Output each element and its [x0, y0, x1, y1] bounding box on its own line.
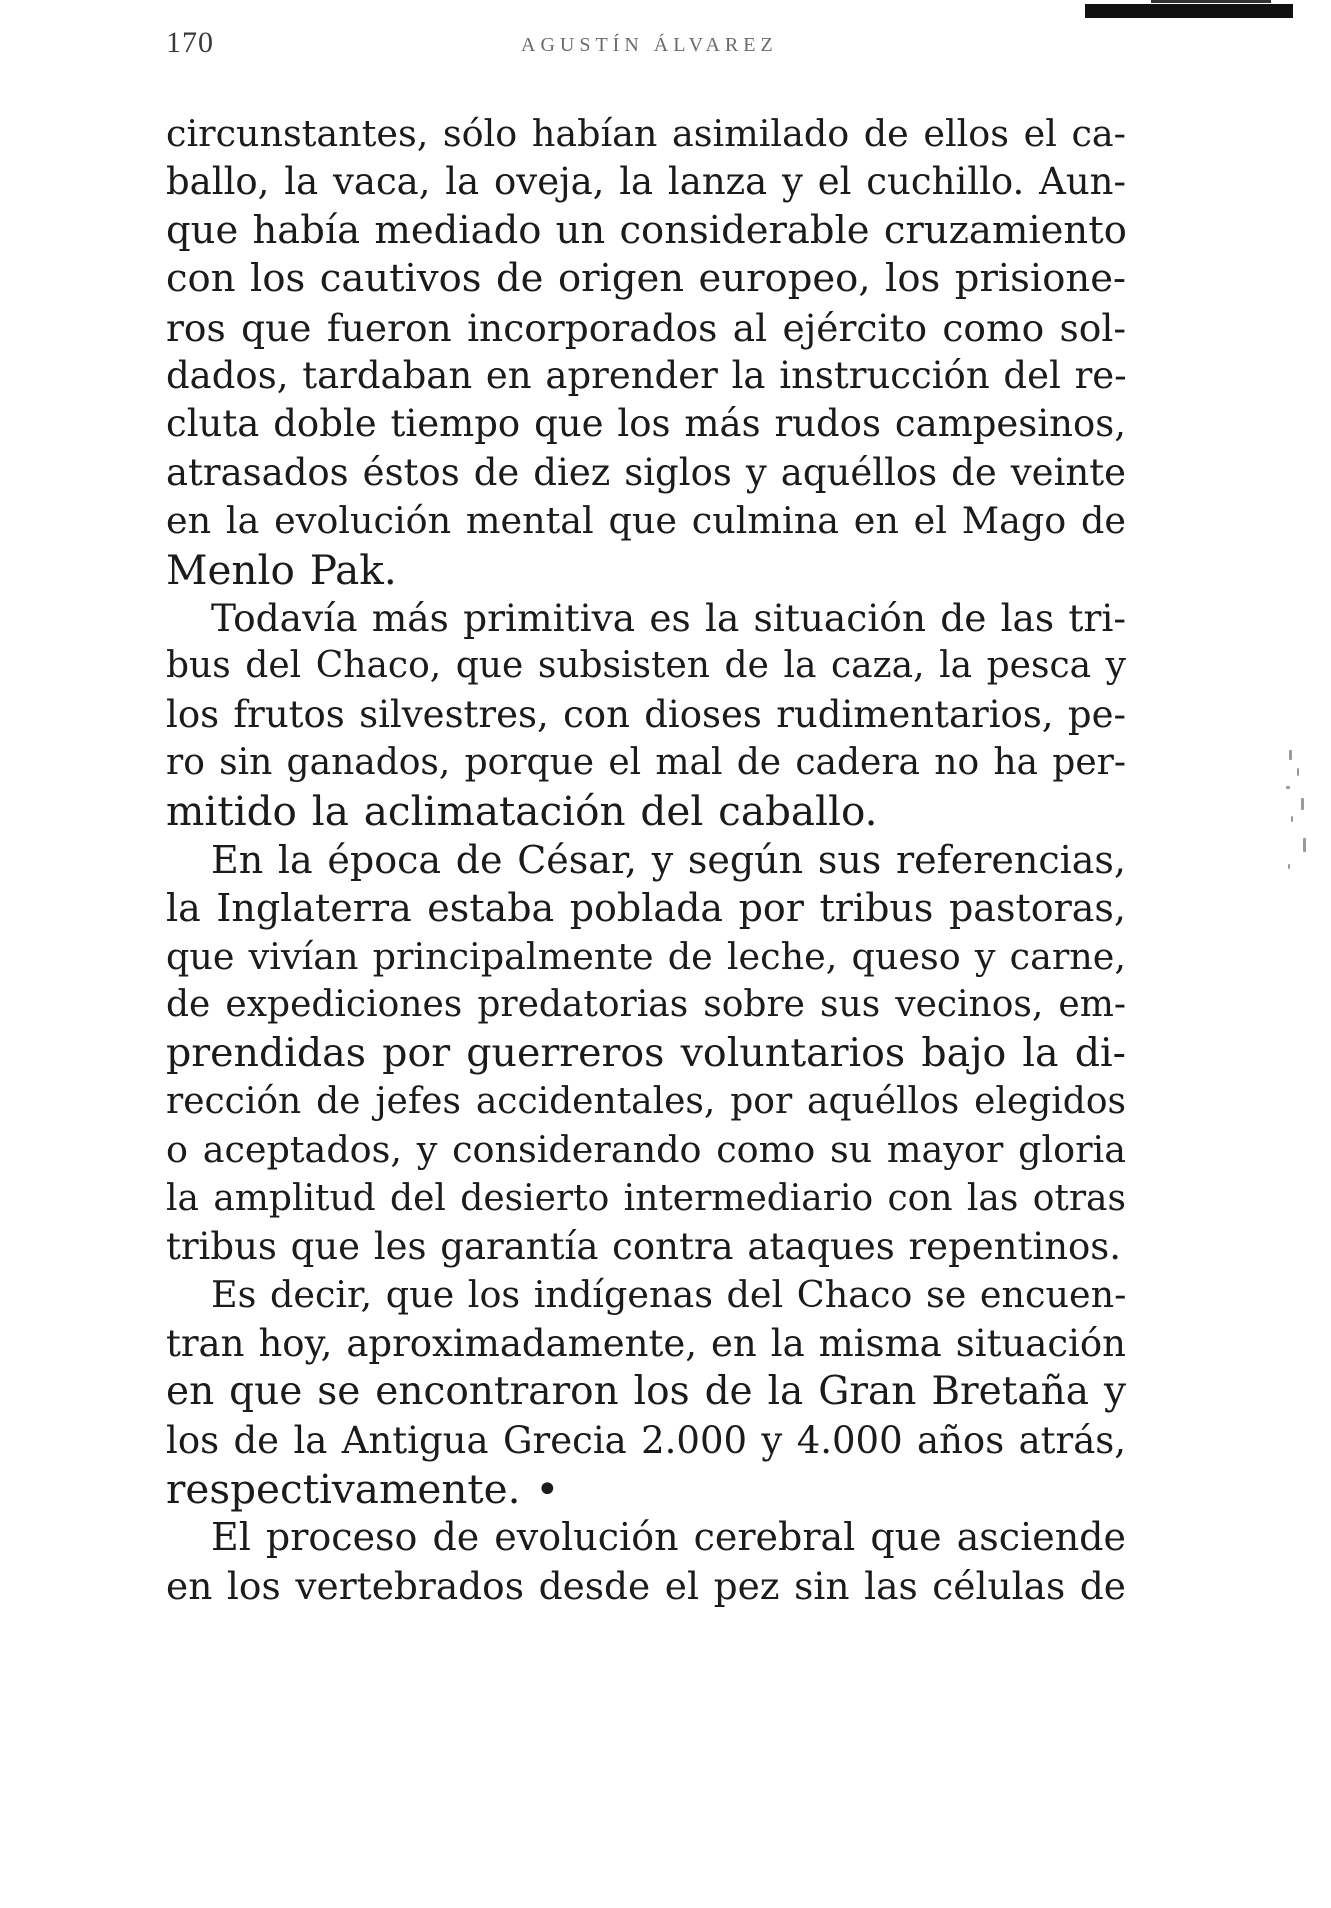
text-line: los de la Antigua Grecia 2.000 y 4.000 años atrás, — [166, 1418, 1126, 1462]
text-line: la amplitud del desierto intermediario con las otras — [166, 1177, 1126, 1219]
text-line: la Inglaterra estaba poblada por tribus pastoras, — [166, 886, 1126, 931]
text-line: mitido la aclimatación del caballo. — [166, 787, 878, 836]
page-header — [166, 26, 1166, 66]
text-line: dados, tardaban en aprender la instrucción del re- — [166, 353, 1127, 397]
top-edge-mark — [1151, 0, 1271, 3]
text-line: en la evolución mental que culmina en el Mago de — [166, 499, 1126, 543]
text-line: que vivían principalmente de leche, queso y carne, — [166, 934, 1126, 978]
margin-specks — [1283, 746, 1313, 886]
text-line: en los vertebrados desde el pez sin las células de — [166, 1563, 1126, 1608]
text-line: con los cautivos de origen europeo, los prisione- — [166, 256, 1126, 302]
text-line: Es decir, que los indígenas del Chaco se encuen- — [211, 1273, 1127, 1317]
text-line: atrasados éstos de diez siglos y aquéllos de veinte — [166, 450, 1126, 494]
text-line: Todavía más primitiva es la situación de las tri- — [211, 595, 1126, 640]
body-text — [166, 110, 1126, 1610]
text-line: tribus que les garantía contra ataques repentinos. — [166, 1224, 1122, 1268]
text-line: de expediciones predatorias sobre sus vecinos, em- — [166, 984, 1126, 1026]
text-line: circunstantes, sólo habían asimilado de ellos el ca- — [166, 112, 1126, 155]
text-line: prendidas por guerreros voluntarios bajo la di- — [166, 1030, 1126, 1077]
text-line: tran hoy, aproximadamente, en la misma situación — [166, 1321, 1126, 1365]
text-line: En la época de César, y según sus referencias, — [211, 837, 1126, 882]
text-line: que había mediado un considerable cruzamiento — [166, 207, 1127, 253]
text-line: ro sin ganados, porque el mal de cadera no ha per- — [166, 742, 1126, 784]
top-edge-bar — [1085, 4, 1293, 18]
page-number: 170 — [166, 26, 214, 59]
text-line: ballo, la vaca, la oveja, la lanza y el cuchillo. Aun- — [166, 160, 1126, 204]
text-line: El proceso de evolución cerebral que asciende — [211, 1515, 1126, 1560]
text-line: o aceptados, y considerando como su mayor gloria — [166, 1128, 1126, 1172]
running-head: AGUSTÍN ÁLVAREZ — [521, 34, 778, 56]
text-line: bus del Chaco, que subsisten de la caza, la pesca y — [166, 645, 1126, 687]
text-line: en que se encontraron los de la Gran Bretaña y — [166, 1369, 1126, 1415]
text-line: cluta doble tiempo que los más rudos campesinos, — [166, 402, 1126, 446]
text-line: respectivamente. • — [166, 1464, 560, 1513]
text-line: los frutos silvestres, con dioses rudimentarios, pe- — [166, 692, 1126, 736]
text-line: rección de jefes accidentales, por aquéllos elegidos — [166, 1080, 1126, 1122]
text-line: ros que fueron incorporados al ejército como sol- — [166, 305, 1126, 350]
text-line: Menlo Pak. — [166, 545, 397, 594]
